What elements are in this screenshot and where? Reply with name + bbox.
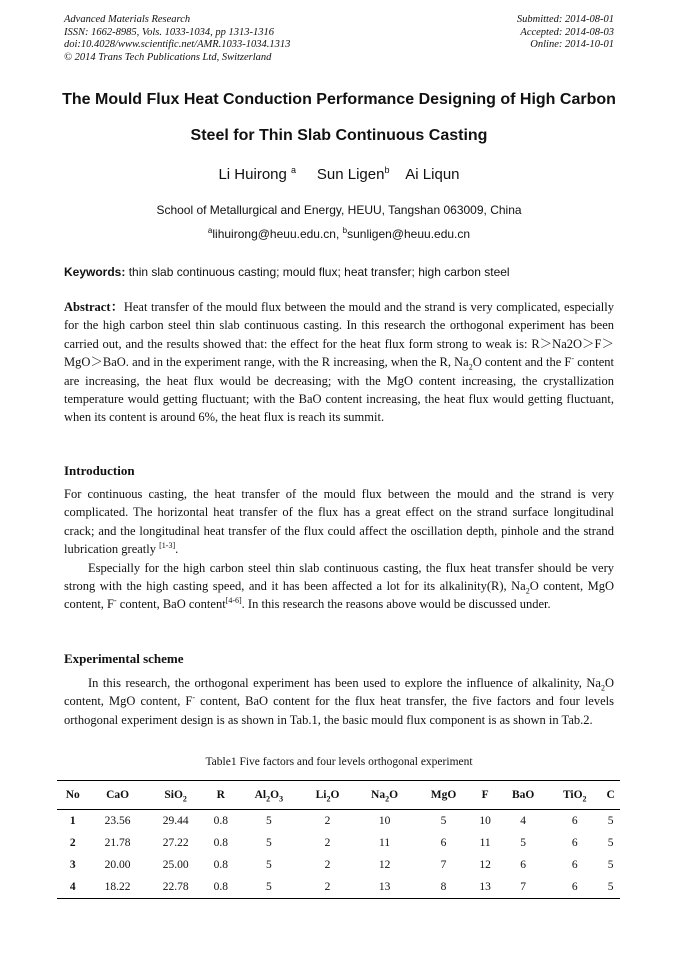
table-cell: 8 (415, 876, 472, 899)
email-link[interactable]: lihuirong@heuu.edu.cn (212, 227, 336, 241)
table-cell: 5 (607, 837, 614, 849)
table-cell: 10 (378, 815, 391, 827)
author-superscript: a (291, 165, 297, 175)
table-cell: 5 (520, 837, 527, 849)
table-cell: 11 (379, 837, 391, 849)
table-header-row (57, 781, 620, 810)
table-cell: 5 (265, 859, 272, 871)
copyright-line: © 2014 Trans Tech Publications Ltd, Switzerland (64, 51, 272, 63)
keywords-label: Keywords: (64, 265, 126, 279)
citation[interactable]: [1-3] (159, 541, 176, 551)
journal-name: Advanced Materials Research (64, 14, 191, 25)
table-cell: 25.00 (162, 859, 189, 871)
table-row (57, 876, 620, 899)
table-cell: 22.78 (147, 876, 205, 899)
email-superscript: a (207, 226, 213, 235)
table-cell: 5 (607, 815, 614, 827)
email-link[interactable]: sunligen@heuu.edu.cn (347, 227, 471, 241)
superscript: - (114, 596, 117, 606)
paper-title-line-2: Steel for Thin Slab Continuous Casting (190, 127, 488, 144)
paragraph-text: . (175, 542, 179, 557)
paragraph-text: content, BaO content (116, 597, 226, 612)
doi-line: doi:10.4028/www.scientific.net/AMR.1033-1034.1313 (64, 39, 291, 50)
table-cell: 4 (520, 815, 527, 827)
section-heading-introduction: Introduction (64, 463, 135, 478)
table-cell: 6 (571, 859, 578, 871)
paragraph-text: O content, MgO content, F (64, 676, 614, 709)
table-cell: 2 (324, 837, 331, 849)
online-date: Online: 2014-10-01 (530, 39, 614, 50)
table-row (57, 832, 620, 854)
accepted-date: Accepted: 2014-08-03 (520, 26, 614, 38)
dates-info (517, 14, 614, 52)
table-cell: 5 (607, 859, 614, 871)
paragraph-text: Especially for the high carbon steel thin slab continuous casting, the flux heat transfer should be very strong with the high casting speed, and it has been affected a lot for its alkalinity(R), Na (64, 560, 614, 594)
column-header: $Na_2O$ (354, 781, 415, 810)
table-cell: 20.00 (104, 859, 131, 871)
table-body (57, 810, 620, 899)
table-cell: 13 (354, 876, 415, 899)
paragraph-text: In this research, the orthogonal experiment has been used to explore the influence of alkalinity, Na (88, 676, 601, 690)
table-cell: 0.8 (213, 859, 228, 871)
column-header: CaO (89, 781, 147, 810)
superscript: - (192, 693, 196, 703)
column-header: $Al_2O_3$ (237, 781, 301, 810)
table-cell: 21.78 (104, 837, 131, 849)
table-cell: 6 (548, 876, 601, 899)
column-header: C (601, 781, 620, 810)
column-header: TiO$_2$ (548, 781, 601, 810)
row-number-cell: 2 (69, 837, 76, 849)
table-cell: 27.22 (162, 837, 189, 849)
paper-title-line-1: The Mould Flux Heat Conduction Performance Designing of High Carbon (62, 91, 616, 108)
author-superscript: b (384, 165, 390, 175)
abstract-text: O content and the F (472, 355, 572, 370)
table-cell: 2 (324, 815, 331, 827)
table-cell: 5 (601, 876, 620, 899)
table-cell: 23.56 (104, 815, 131, 827)
citation[interactable]: [4-6] (225, 596, 242, 606)
paragraph-text: content, BaO content for the flux heat transfer, the five factors and four levels orthogonal experiment design is as shown in Tab.1, the basic mould flux component is as shown in Tab.2. (64, 694, 614, 727)
abstract (64, 298, 614, 427)
abstract-text: content are increasing, the heat flux would be decreasing; with the MgO content increasing, the crystallization temperature would getting fluctuant; with the BaO content increasing, the heat flux would getting fluctuant, when its content is around 6%, the heat flux is reach its summit. (64, 355, 615, 425)
table-cell: 5 (265, 815, 272, 827)
subscript: 2 (468, 362, 473, 372)
table-cell: 0.8 (213, 815, 228, 827)
row-number-cell: 1 (69, 815, 76, 827)
row-number-cell: 3 (69, 859, 76, 871)
author-emails (0, 227, 678, 241)
paragraph-text: For continuous casting, the heat transfer of the mould flux between the mould and the strand is very complicated. The horizontal heat transfer of the flux has a great effect on the strand surface longitudinal crack; and the longitudinal heat transfer of the flux could affect the oscillation depth, pinhole and the strand lubrication greatly (64, 487, 614, 557)
superscript: - (571, 354, 575, 364)
column-header: $Li_2O$ (301, 781, 354, 810)
table-cell: 10 (479, 815, 491, 827)
keywords-text: thin slab continuous casting; mould flux; heat transfer; high carbon steel (125, 265, 510, 279)
issn-line: ISSN: 1662-8985, Vols. 1033-1034, pp 1313-1316 (64, 26, 274, 38)
subscript: 2 (525, 586, 530, 596)
column-header: R (205, 781, 237, 810)
table-cell: 18.22 (89, 876, 147, 899)
table-cell: 6 (571, 837, 578, 849)
abstract-text: Heat transfer of the mould flux between the mould and the strand is very complicated, especially for the high carbon steel thin slab continuous casting. In this research the orthogonal experiment has been carried out, and the results showed that: the effect for the heat flux form strong to weak is: R＞Na2O＞F＞MgO＞BaO. and in the experiment range, with the R increasing, when the R, Na (64, 300, 615, 370)
column-header: No (57, 781, 89, 810)
table-cell: 0.8 (213, 837, 228, 849)
email-separator: , (335, 227, 343, 241)
keywords (64, 265, 614, 279)
table-cell: 12 (479, 859, 491, 871)
table-cell: 7 (498, 876, 548, 899)
introduction-body (64, 485, 614, 614)
table-cell: 12 (378, 859, 391, 871)
table-cell: 6 (440, 837, 447, 849)
paragraph-text: O content, MgO content, F (64, 579, 614, 612)
column-header: MgO (415, 781, 472, 810)
table-cell: 13 (472, 876, 498, 899)
table-cell: 5 (265, 837, 272, 849)
table-cell: 11 (479, 837, 491, 849)
table-cell: 5 (440, 815, 447, 827)
column-header: F (472, 781, 498, 810)
row-number-cell: 4 (57, 876, 89, 899)
author-name: Ai Liqun (405, 166, 460, 183)
table-cell: 29.44 (162, 815, 189, 827)
table-caption: Table1 Five factors and four levels orthogonal experiment (205, 756, 473, 768)
paragraph-text: . In this research the reasons above would be discussed under. (241, 597, 551, 612)
subscript: 2 (600, 683, 605, 693)
section-heading-experimental: Experimental scheme (64, 651, 184, 666)
table-cell: 6 (571, 815, 578, 827)
orthogonal-experiment-table (57, 780, 620, 899)
author-name: Li Huirong (218, 166, 287, 183)
table-cell: 2 (301, 876, 354, 899)
affiliation: School of Metallurgical and Energy, HEUU, Tangshan 063009, China (156, 203, 522, 217)
experimental-body (64, 674, 614, 729)
table-cell: 0.8 (205, 876, 237, 899)
table-row (57, 810, 620, 833)
author-list (0, 166, 678, 183)
table-cell: 5 (237, 876, 301, 899)
journal-info (64, 14, 290, 64)
column-header: SiO$_2$ (147, 781, 205, 810)
abstract-label: Abstract： (64, 300, 124, 314)
column-header: BaO (498, 781, 548, 810)
email-superscript: b (342, 226, 348, 235)
table-row (57, 854, 620, 876)
submitted-date: Submitted: 2014-08-01 (516, 14, 614, 25)
table-cell: 7 (440, 859, 447, 871)
table-cell: 6 (520, 859, 527, 871)
author-name: Sun Ligen (316, 166, 385, 183)
table-cell: 2 (324, 859, 331, 871)
